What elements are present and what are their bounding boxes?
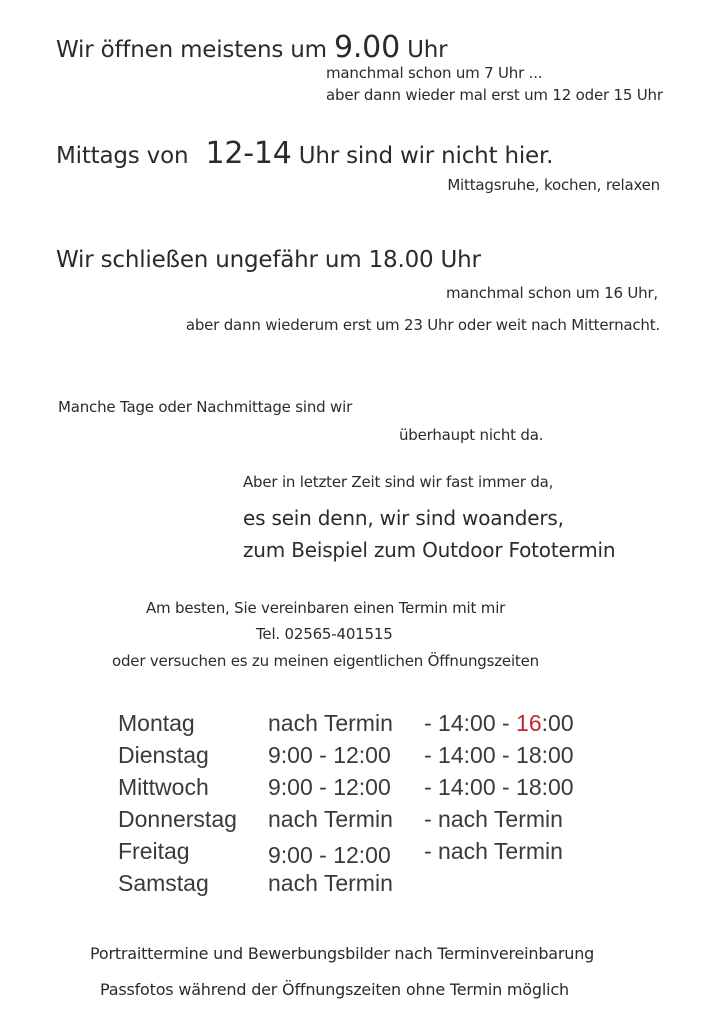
lunch-time: 12-14 [205, 136, 292, 171]
appointment-line-1: Am besten, Sie vereinbaren einen Termin mit mir [146, 599, 506, 617]
afternoon-hours: - 14:00 - 18:00 [424, 774, 574, 800]
opening-line [56, 30, 447, 65]
morning-hours: 9:00 - 12:00 [268, 842, 391, 868]
lunch-prefix: Mittags von [56, 143, 189, 169]
opening-note-2: aber dann wieder mal erst um 12 oder 15 Uhr [326, 86, 663, 104]
footer-line-1: Portraittermine und Bewerbungsbilder nach Terminvereinbarung [90, 944, 595, 963]
present-line-1: Aber in letzter Zeit sind wir fast immer da, [243, 473, 554, 491]
afternoon-hours: - 14:00 - 18:00 [424, 742, 574, 768]
morning-hours: 9:00 - 12:00 [268, 774, 391, 800]
morning-hours: nach Termin [268, 710, 393, 736]
opening-suffix: Uhr [407, 37, 448, 63]
afternoon-hours: - nach Termin [424, 806, 563, 832]
day-label: Freitag [118, 838, 190, 864]
opening-prefix: Wir öffnen meistens um [56, 37, 327, 63]
closing-note-2: aber dann wiederum erst um 23 Uhr oder weit nach Mitternacht. [185, 316, 660, 334]
day-label: Samstag [118, 870, 209, 896]
appointment-line-3: oder versuchen es zu meinen eigentlichen Öffnungszeiten [112, 652, 539, 670]
present-line-2: es sein denn, wir sind woanders, [243, 506, 564, 530]
opening-time: 9.00 [333, 30, 400, 65]
afternoon-hours: - nach Termin [424, 838, 563, 864]
morning-hours: 9:00 - 12:00 [268, 742, 391, 768]
closing-note-1: manchmal schon um 16 Uhr, [446, 284, 658, 302]
lunch-suffix: Uhr sind wir nicht hier. [298, 143, 554, 169]
present-line-3: zum Beispiel zum Outdoor Fototermin [243, 538, 616, 562]
afternoon-hours: - 14:00 - 16:00 [424, 710, 574, 736]
lunch-line [56, 136, 553, 171]
closing-line: Wir schließen ungefähr um 18.00 Uhr [56, 247, 481, 273]
day-label: Dienstag [118, 742, 209, 768]
day-label: Donnerstag [118, 806, 237, 832]
morning-hours: nach Termin [268, 806, 393, 832]
day-label: Montag [118, 710, 195, 736]
phone-number: Tel. 02565-401515 [256, 625, 393, 643]
lunch-note: Mittagsruhe, kochen, relaxen [447, 176, 660, 194]
away-line-2: überhaupt nicht da. [399, 426, 544, 444]
day-label: Mittwoch [118, 774, 209, 800]
morning-hours: nach Termin [268, 870, 393, 896]
away-line-1: Manche Tage oder Nachmittage sind wir [58, 398, 353, 416]
opening-note-1: manchmal schon um 7 Uhr ... [326, 64, 543, 82]
footer-line-2: Passfotos während der Öffnungszeiten ohne Termin möglich [100, 980, 569, 999]
highlight-hour: 16 [516, 710, 542, 736]
